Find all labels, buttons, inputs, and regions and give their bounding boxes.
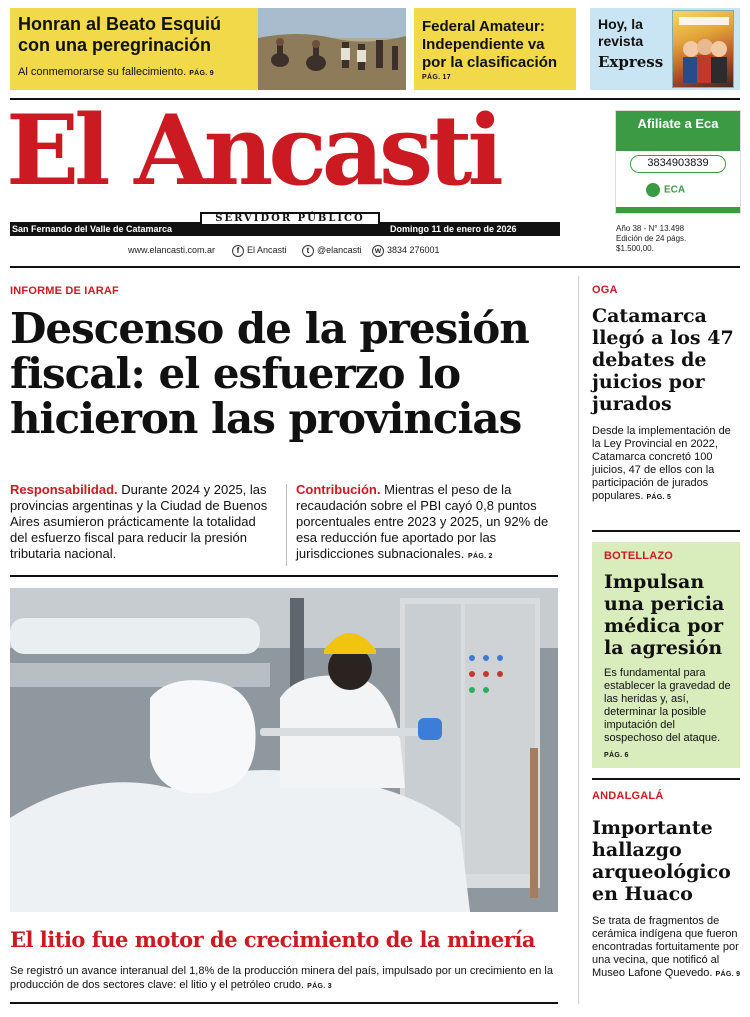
page-ref: PÁG. 3 bbox=[307, 983, 332, 990]
teaser-federal[interactable] bbox=[414, 8, 576, 90]
lead-headline[interactable]: Descenso de la presión fiscal: el esfuerzo lo hicieron las provincias bbox=[10, 304, 529, 443]
sidebar-text bbox=[592, 425, 742, 504]
eca-bar bbox=[616, 207, 740, 213]
teaser-subtitle bbox=[18, 66, 258, 80]
sidebar-text bbox=[592, 915, 742, 981]
whatsapp-link[interactable] bbox=[372, 244, 440, 257]
express-lead: Hoy, la revista bbox=[598, 16, 644, 49]
facebook-link[interactable] bbox=[232, 244, 287, 257]
eca-symbol-icon bbox=[646, 183, 660, 197]
column-divider bbox=[286, 484, 287, 566]
masthead-date: Domingo 11 de enero de 2026 bbox=[390, 224, 517, 234]
sidebar-body: Se trata de fragmentos de cerámica indígena que fueron encontradas fortuitamente por una vecina, que notificó al Museo Lafone Quevedo. bbox=[592, 915, 739, 979]
lithium-worker-illustration bbox=[10, 588, 558, 912]
whatsapp-icon: w bbox=[372, 245, 384, 257]
eca-brand: ECA bbox=[664, 184, 686, 196]
sidebar-kicker: ANDALGALÁ bbox=[592, 790, 664, 802]
teaser-beato[interactable] bbox=[10, 8, 406, 90]
lead-rule bbox=[10, 575, 558, 577]
teaser-express[interactable] bbox=[590, 8, 740, 90]
sidebar-title: Catamarca llegó a los 47 debates de juicios por jurados bbox=[592, 305, 734, 415]
page-ref: PÁG. 2 bbox=[468, 553, 493, 560]
teaser-title: Federal Amateur: Independiente va por la clasificación bbox=[422, 18, 558, 71]
sidebar-kicker: BOTELLAZO bbox=[604, 550, 674, 562]
whatsapp-number: 3834 276001 bbox=[387, 245, 440, 255]
facebook-icon: f bbox=[232, 245, 244, 257]
express-brand: Express bbox=[598, 53, 664, 71]
mining-body: Se registró un avance interanual del 1,8% de la producción minera del país, impulsado por un crecimiento en la producción de dos sectores clave: el litio y el petróleo crudo. bbox=[10, 965, 553, 991]
column-label: Responsabilidad. bbox=[10, 482, 118, 497]
page-ref: PÁG. 17 bbox=[422, 74, 451, 81]
twitter-link[interactable] bbox=[302, 244, 362, 257]
magazine-cover-illustration bbox=[673, 11, 735, 89]
sidebar-rule bbox=[592, 530, 740, 532]
masthead-motto: SERVIDOR PÚBLICO bbox=[200, 212, 380, 226]
sidebar-divider bbox=[578, 276, 579, 1004]
eca-phone: 3834903839 bbox=[630, 155, 726, 173]
mining-headline[interactable]: El litio fue motor de crecimiento de la minería bbox=[10, 927, 535, 952]
page-ref: PÁG. 9 bbox=[715, 971, 741, 978]
edition-number: Año 38 - N° 13.498 bbox=[616, 224, 685, 233]
lithium-plant-photo bbox=[10, 588, 558, 912]
lead-kicker: INFORME DE IARAF bbox=[10, 285, 119, 297]
sidebar-text bbox=[604, 667, 734, 762]
column-label: Contribución. bbox=[296, 482, 381, 497]
masthead-location: San Fernando del Valle de Catamarca bbox=[12, 224, 173, 234]
sidebar-kicker: OGA bbox=[592, 284, 618, 296]
sidebar-story-botellazo[interactable] bbox=[592, 542, 740, 768]
sidebar-title: Importante hallazgo arqueológico en Huaco bbox=[592, 817, 731, 905]
newspaper-logo: El Ancasti bbox=[6, 94, 499, 207]
page-ref: PÁG. 6 bbox=[604, 752, 629, 759]
eca-ad[interactable] bbox=[615, 110, 741, 214]
lead-column-2 bbox=[296, 482, 560, 565]
page-ref: PÁG. 5 bbox=[646, 494, 672, 501]
column-text: Mientras el peso de la recaudación sobre el PBI cayó 0,8 puntos porcentuales entre 2023 y 2025, un 92% de esa reducción fue aportado por las jurisdicciones subnacionales. bbox=[296, 482, 549, 561]
lead-column-1 bbox=[10, 482, 272, 562]
page-ref: PÁG. 9 bbox=[189, 70, 214, 77]
pilgrimage-photo bbox=[258, 8, 406, 90]
masthead-rule bbox=[10, 266, 740, 268]
teaser-title bbox=[598, 16, 678, 71]
sidebar-story-oga[interactable] bbox=[592, 276, 742, 504]
column-text: Durante 2024 y 2025, las provincias argentinas y la Ciudad de Buenos Aires asumieron prácticamente la totalidad del esfuerzo fiscal para reducir la presión tributaria nacional. bbox=[10, 482, 268, 561]
sidebar-title: Impulsan una pericia médica por la agresión bbox=[604, 571, 725, 659]
facebook-handle: El Ancasti bbox=[247, 245, 287, 255]
magazine-cover-image bbox=[672, 10, 734, 88]
mining-text bbox=[10, 964, 560, 994]
teaser-title: Honran al Beato Esquiú con una peregrinación bbox=[18, 14, 222, 55]
edition-info bbox=[616, 224, 686, 254]
eca-logo bbox=[646, 183, 685, 198]
twitter-icon: t bbox=[302, 245, 314, 257]
website-link[interactable]: www.elancasti.com.ar bbox=[128, 245, 216, 255]
pilgrimage-illustration bbox=[258, 8, 406, 90]
edition-price: $1.500,00. bbox=[616, 244, 654, 253]
bottom-rule bbox=[10, 1002, 558, 1004]
sidebar-story-andalgala[interactable] bbox=[592, 790, 742, 981]
edition-pages: Edición de 24 págs. bbox=[616, 234, 687, 243]
eca-cta: Afiliate a Eca bbox=[616, 111, 740, 151]
teaser-subtitle-text: Al conmemorarse su fallecimiento. bbox=[18, 66, 187, 78]
sidebar-body: Es fundamental para establecer la gravedad de las heridas y, así, determinar la posible imputación del sospechoso del ataque. bbox=[604, 667, 731, 744]
sidebar-rule bbox=[592, 778, 740, 780]
sidebar-body: Desde la implementación de la Ley Provincial en 2022, Catamarca concretó 100 juicios, 47 de ellos con la participación de jurados populares. bbox=[592, 425, 731, 502]
twitter-handle: @elancasti bbox=[317, 245, 362, 255]
